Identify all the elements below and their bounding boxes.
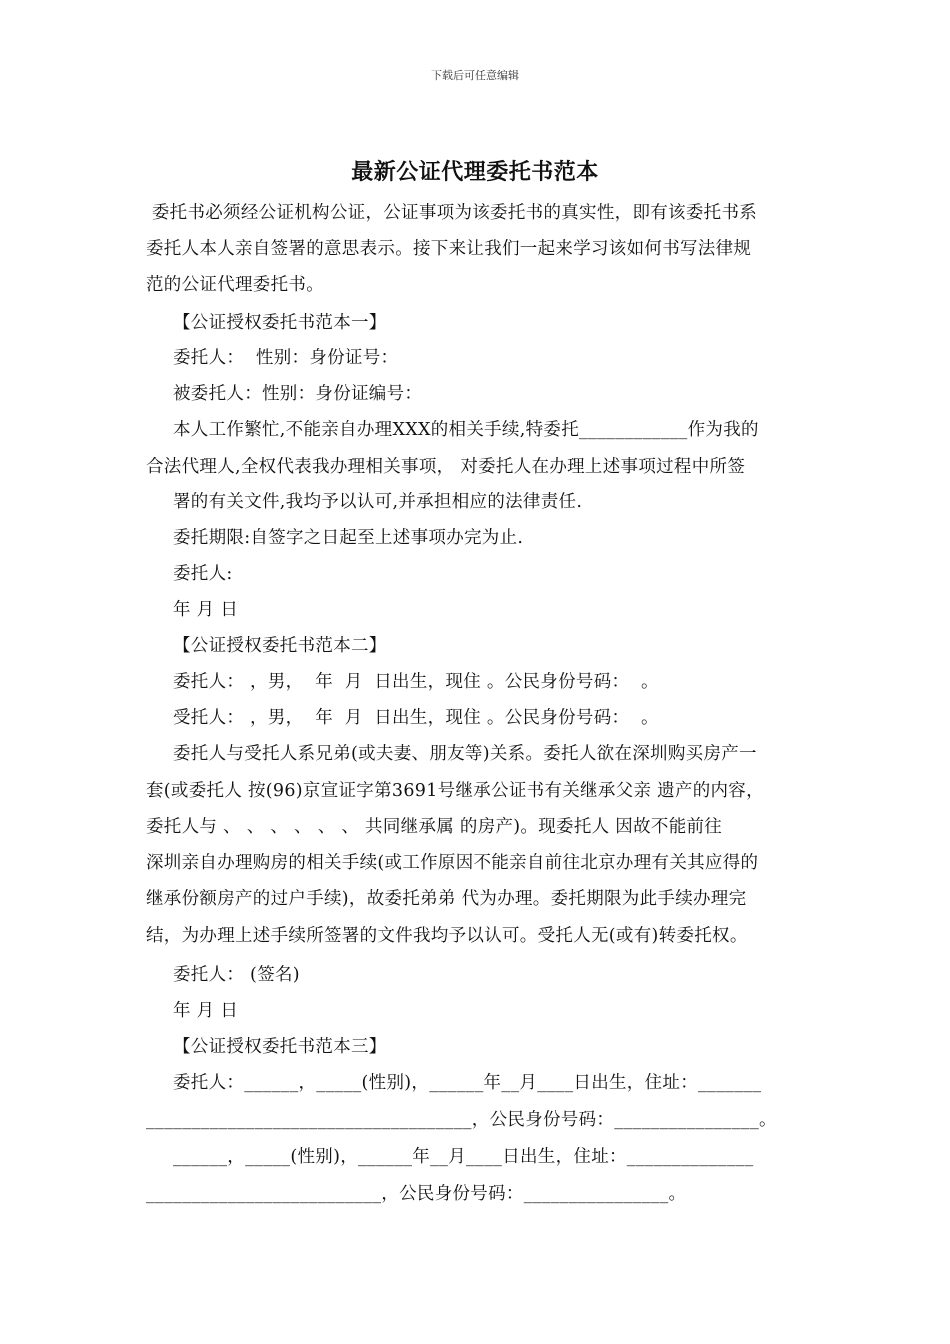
body-line: 被委托人：性别：身份证编号： (173, 384, 423, 404)
body-line: __________________________，公民身份号码：________________。 (146, 1184, 687, 1204)
signature-line: 委托人： (签名) (173, 965, 300, 985)
section-heading-2: 【公证授权委托书范本二】 (173, 636, 387, 656)
body-line: 受托人： ，男， 年 月 日出生，现住 。公民身份号码： 。 (173, 708, 659, 728)
body-line: 深圳亲自办理购房的相关手续(或工作原因不能亲自前往北京办理有关其应得的 (146, 853, 759, 873)
intro-line: 委托人本人亲自签署的意思表示。接下来让我们一起来学习该如何书写法律规 (146, 239, 752, 259)
date-line: 年 月 日 (173, 600, 239, 620)
body-line: 委托人： ，男， 年 月 日出生，现住 。公民身份号码： 。 (173, 672, 659, 692)
body-line: 署的有关文件,我均予以认可,并承担相应的法律责任. (173, 492, 583, 512)
body-line: 套(或委托人 按(96)京宣证字第3691号继承公证书有关继承父亲 遗产的内容， (146, 781, 764, 801)
section-heading-1: 【公证授权委托书范本一】 (173, 313, 387, 333)
body-line: ______，_____(性别)，______年__月____日出生，住址：______________ (173, 1147, 754, 1167)
date-line: 年 月 日 (173, 1001, 239, 1021)
body-line: ____________________________________，公民身份号码：________________。 (146, 1110, 777, 1130)
body-line: 委托人：______，_____(性别)，______年__月____日出生，住址：_______ (173, 1073, 762, 1093)
body-line: 继承份额房产的过户手续)，故委托弟弟 代为办理。委托期限为此手续办理完 (146, 889, 747, 909)
body-line: 委托人与 、 、 、 、 、 、 共同继承属 的房产)。现委托人 因故不能前往 (146, 817, 723, 837)
body-line: 委托人： 性别：身份证号： (173, 348, 399, 368)
body-line: 本人工作繁忙,不能亲自办理XXX的相关手续,特委托____________作为我的 (173, 420, 759, 440)
body-line: 委托人与受托人系兄弟(或夫妻、朋友等)关系。委托人欲在深圳购买房产一 (173, 744, 757, 764)
section-heading-3: 【公证授权委托书范本三】 (173, 1037, 387, 1057)
body-line: 结，为办理上述手续所签署的文件我均予以认可。受托人无(或有)转委托权。 (146, 926, 748, 946)
signature-line: 委托人: (173, 564, 233, 584)
document-title: 最新公证代理委托书范本 (351, 160, 599, 185)
body-line: 合法代理人,全权代表我办理相关事项， 对委托人在办理上述事项过程中所签 (146, 457, 746, 477)
body-line: 委托期限:自签字之日起至上述事项办完为止. (173, 528, 524, 548)
page-header: 下载后可任意编辑 (431, 69, 519, 82)
intro-line: 范的公证代理委托书。 (146, 275, 324, 295)
intro-line: 委托书必须经公证机构公证，公证事项为该委托书的真实性，即有该委托书系 (146, 203, 758, 223)
